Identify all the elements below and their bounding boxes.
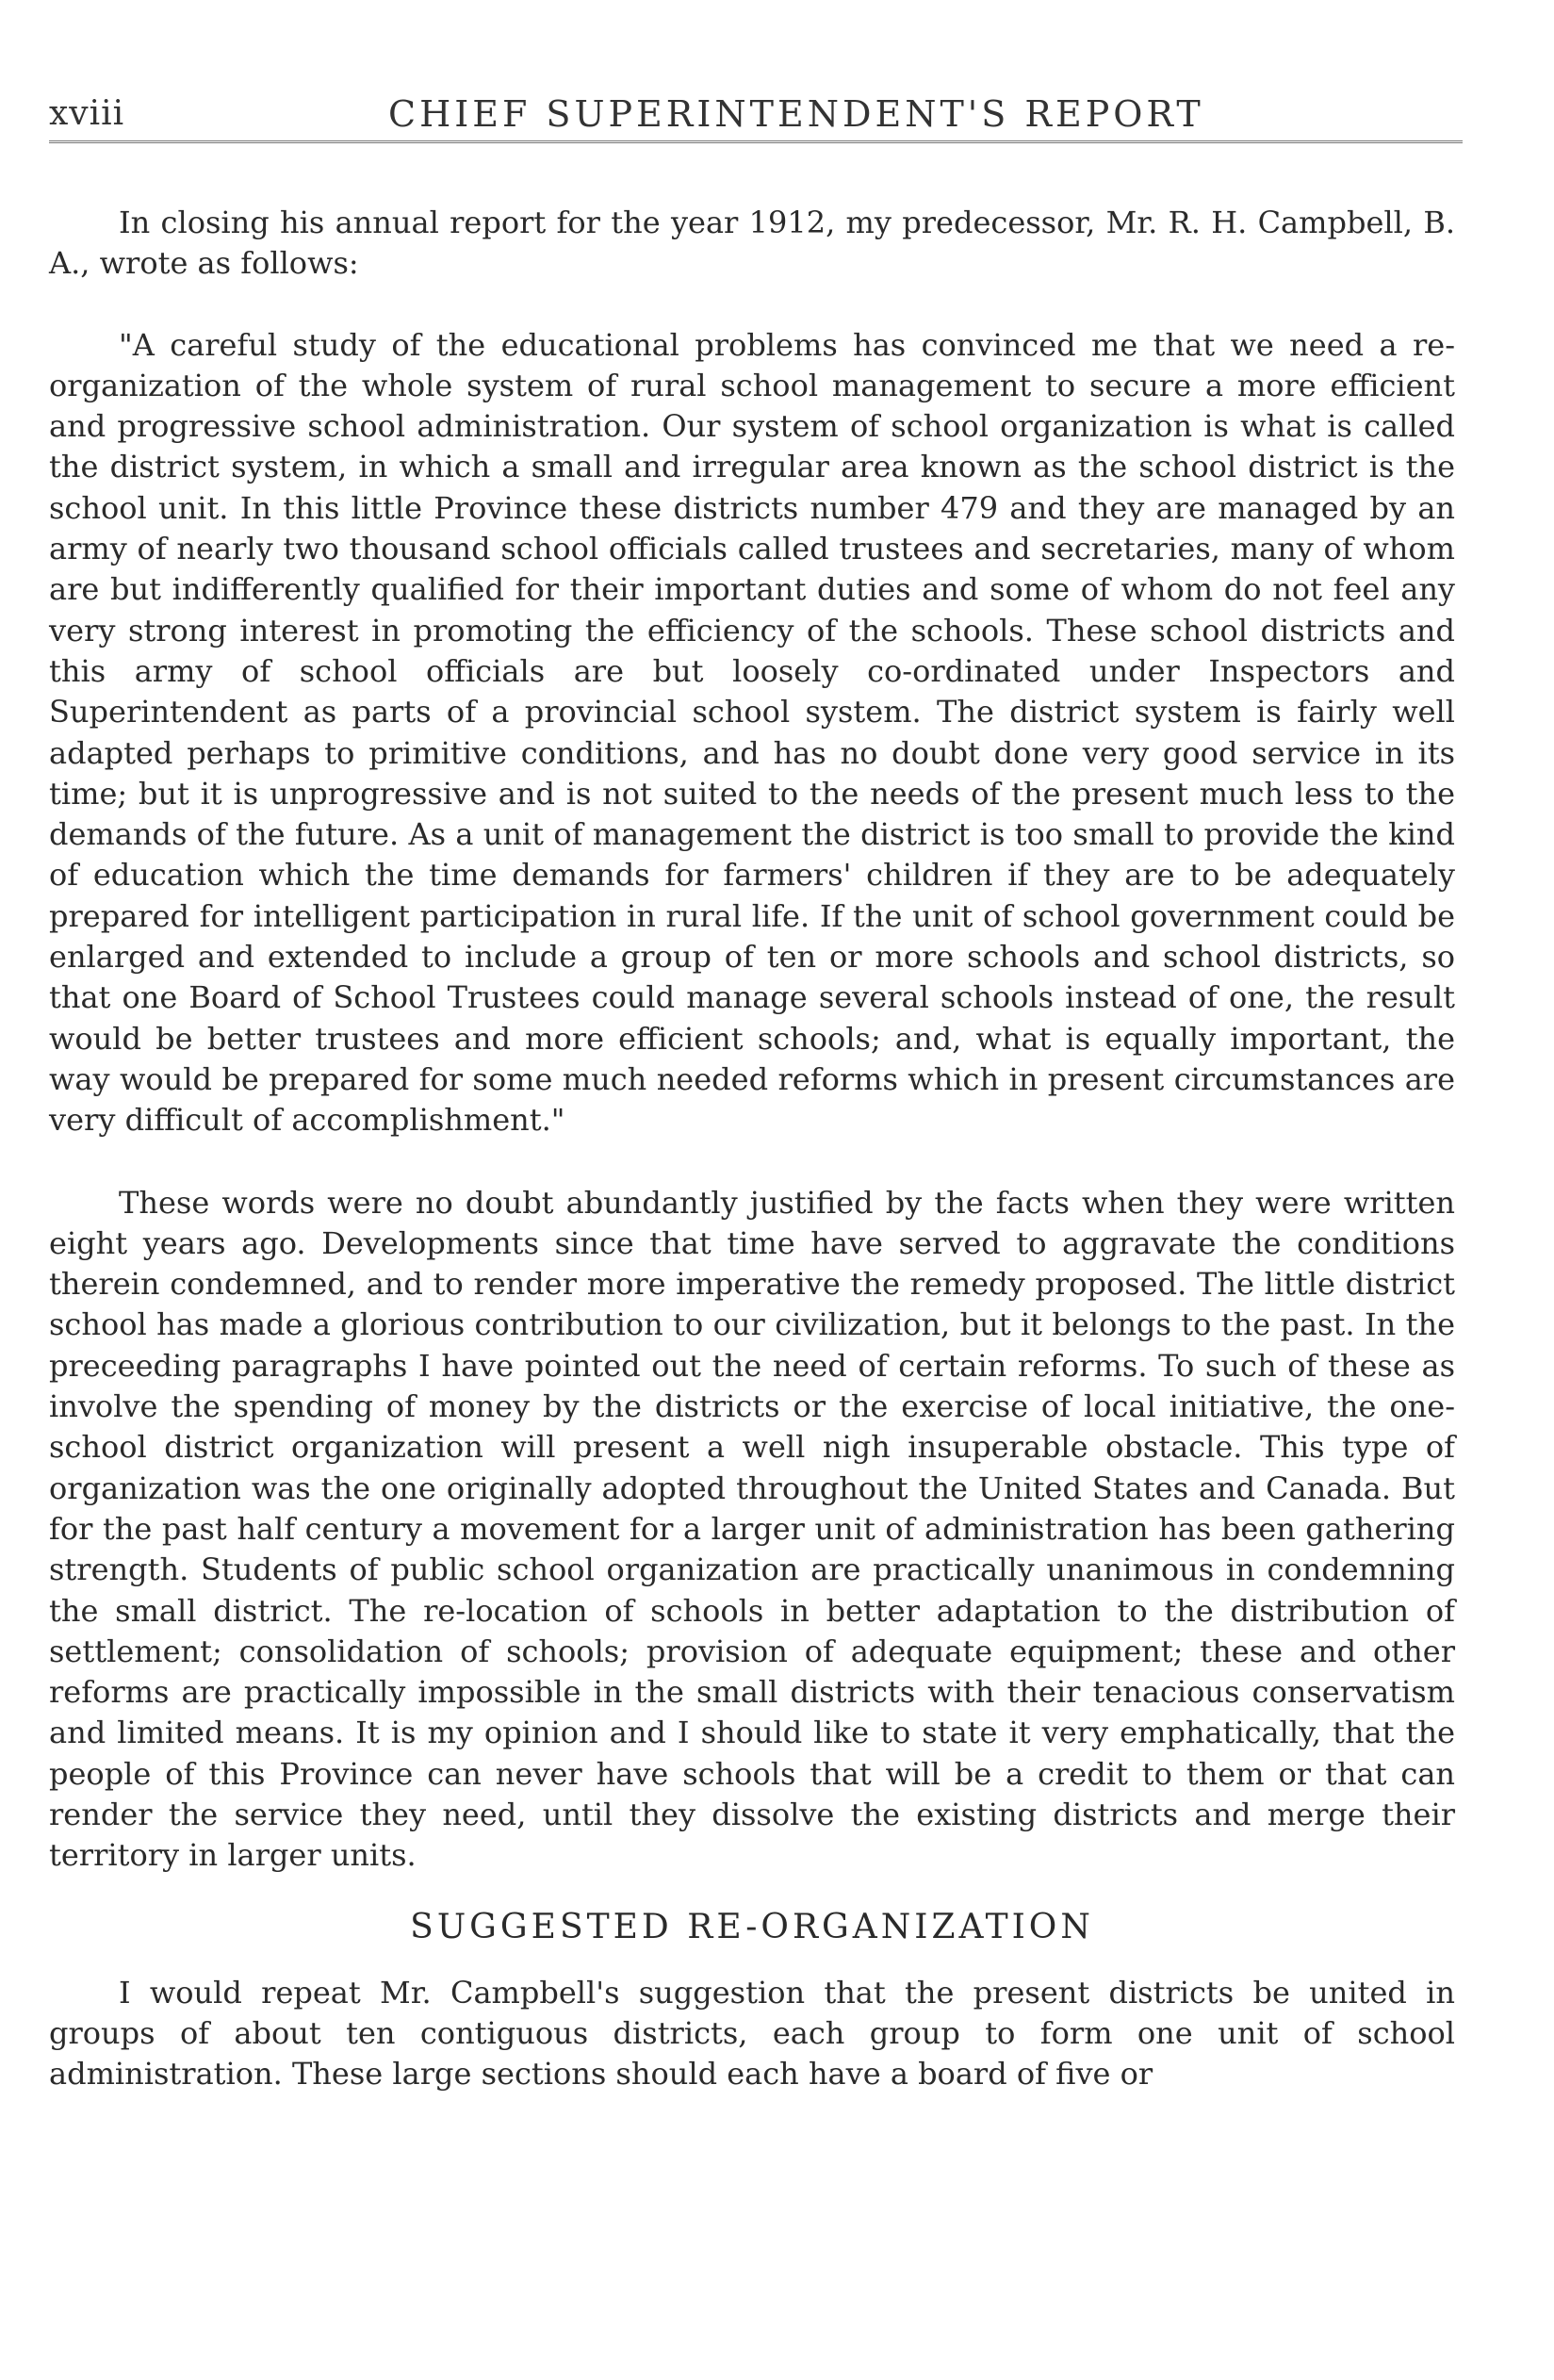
section-heading: SUGGESTED RE-ORGANIZATION [410, 1907, 1094, 1946]
page-header [49, 90, 1463, 138]
header-rule [49, 140, 1463, 143]
report-body [49, 203, 1455, 2094]
quoted-paragraph: "A careful study of the educational problems has convinced me that we need a re-organization of the whole system of rural school management to secure a more efficient and progressive school administration. Our system of school organization is what is called the district system, in which a small and irregular area known as the school district is the school unit. In this little Province these districts number 479 and they are managed by an army of nearly two thousand school officials called trustees and secretaries, many of whom are but indifferently qualified for their important duties and some of whom do not feel any very strong interest in promoting the efficiency of the schools. These school districts and this army of school officials are but loosely co-ordinated under Inspectors and Superintendent as parts of a provincial school system. The district system is fairly well adapted perhaps to primitive conditions, and has no doubt done very good service in its time; but it is unprogressive and is not suited to the needs of the present much less to the demands of the future. As a unit of management the district is too small to provide the kind of education which the time demands for farmers' children if they are to be adequately prepared for intelligent participation in rural life. If the unit of school government could be enlarged and extended to include a group of ten or more schools and school districts, so that one Board of School Trustees could manage several schools instead of one, the result would be better trustees and more efficient schools; and, what is equally important, the way would be prepared for some much needed reforms which in present circumstances are very difficult of accomplishment." [49, 326, 1455, 1139]
running-head: CHIEF SUPERINTENDENT'S REPORT [388, 93, 1204, 135]
section-paragraph: I would repeat Mr. Campbell's suggestion that the present districts be united in groups of about ten contiguous districts, each group to form one unit of school administration. These large sections should each have a board of five or [49, 1974, 1455, 2093]
commentary-paragraph: These words were no doubt abundantly justified by the facts when they were written eight years ago. Developments since that time have served to aggravate the conditions therein condemned, and to render more imperative the remedy proposed. The little district school has made a glorious contribution to our civilization, but it belongs to the past. In the preceeding paragraphs I have pointed out the need of certain reforms. To such of these as involve the spending of money by the districts or the exercise of local initiative, the one-school district organization will present a well nigh insuperable obstacle. This type of organization was the one originally adopted throughout the United States and Canada. But for the past half century a movement for a larger unit of administration has been gathering strength. Students of public school organization are practically unanimous in condemning the small district. The re-location of schools in better adaptation to the distribution of settlement; consolidation of schools; provision of adequate equipment; these and other reforms are practically impossible in the small districts with their tenacious conservatism and limited means. It is my opinion and I should like to state it very emphatically, that the people of this Province can never have schools that will be a credit to them or that can render the service they need, until they dissolve the existing districts and merge their territory in larger units. [49, 1184, 1455, 1874]
page-number: xviii [49, 94, 125, 133]
intro-paragraph: In closing his annual report for the year 1912, my predecessor, Mr. R. H. Campbell, B. A., wrote as follows: [49, 205, 1455, 282]
